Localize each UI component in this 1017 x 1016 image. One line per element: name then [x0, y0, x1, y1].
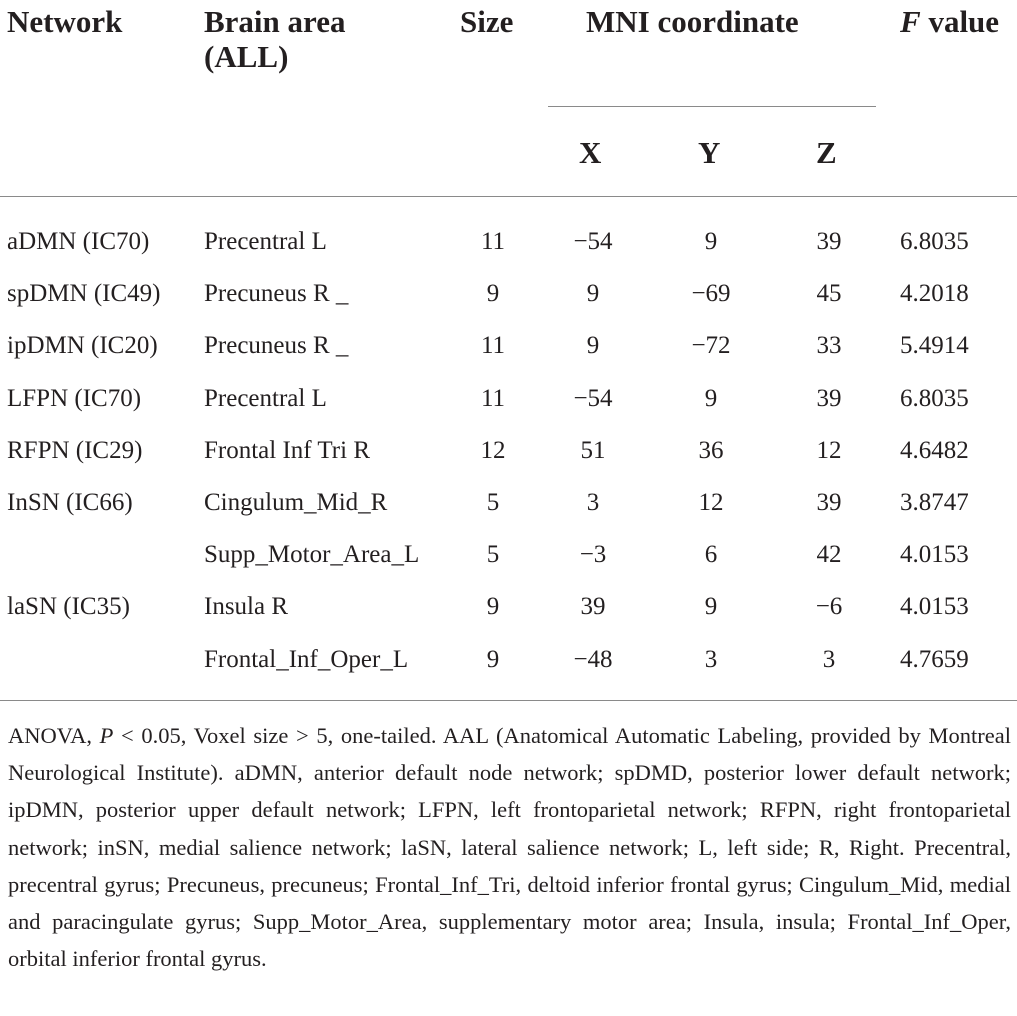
- header-z: Z: [816, 135, 837, 170]
- cell-size: 11: [480, 385, 506, 412]
- cell-f: 3.8747: [900, 489, 969, 516]
- cell-x: −48: [573, 646, 613, 673]
- cell-f: 4.2018: [900, 280, 969, 307]
- cell-z: 3: [822, 646, 836, 673]
- cell-y: 36: [698, 437, 724, 464]
- cell-x: 39: [580, 593, 606, 620]
- cell-x: −3: [579, 541, 607, 568]
- header-y: Y: [698, 135, 721, 170]
- cell-network: aDMN (IC70): [7, 228, 150, 255]
- cell-f: 4.6482: [900, 437, 969, 464]
- cell-z: 39: [816, 228, 842, 255]
- cell-size: 5: [486, 541, 500, 568]
- cell-f: 4.0153: [900, 593, 969, 620]
- cell-x: 3: [586, 489, 600, 516]
- footnote-part2: < 0.05, Voxel size > 5, one-tailed. AAL (Anatomical Automatic Labeling, provided by Montreal Neurological Institute). aDMN, anterior default node network; spDMD, posterior lower default network; ipDMN, posterior upper default network; LFPN, left frontoparietal network; RFPN, right frontoparietal network; inSN, medial salience network; laSN, lateral salience network; L, left side; R, Right. Precentral, precentral gyrus; Precuneus, precuneus; Frontal_Inf_Tri, deltoid inferior frontal gyrus; Cingulum_Mid, medial and paracingulate gyrus; Supp_Motor_Area, supplementary motor area; Insula, insula; Frontal_Inf_Oper, orbital inferior frontal gyrus.: [8, 723, 1012, 972]
- cell-y: 9: [704, 228, 718, 255]
- header-x: X: [579, 135, 602, 170]
- cell-z: 39: [816, 489, 842, 516]
- header-brain-area-line1: Brain area: [204, 4, 346, 39]
- cell-f: 6.8035: [900, 385, 969, 412]
- table-bottom-rule: [0, 700, 1017, 701]
- cell-size: 5: [486, 489, 500, 516]
- cell-f: 5.4914: [900, 332, 969, 359]
- header-size: Size: [460, 4, 514, 39]
- header-f-value: [900, 4, 999, 39]
- cell-y: 3: [704, 646, 718, 673]
- cell-x: −54: [573, 228, 613, 255]
- cell-f: 6.8035: [900, 228, 969, 255]
- cell-z: 33: [816, 332, 842, 359]
- cell-area: Precentral L: [204, 385, 327, 412]
- cell-network: laSN (IC35): [7, 593, 130, 620]
- cell-y: 6: [704, 541, 718, 568]
- header-f-rest: value: [920, 4, 1000, 39]
- cell-x: −54: [573, 385, 613, 412]
- cell-size: 11: [480, 228, 506, 255]
- cell-size: 9: [486, 593, 500, 620]
- cell-size: 12: [480, 437, 506, 464]
- cell-y: −72: [691, 332, 731, 359]
- cell-y: 9: [704, 385, 718, 412]
- cell-f: 4.0153: [900, 541, 969, 568]
- cell-area: Precuneus R _: [204, 280, 349, 307]
- cell-z: 42: [816, 541, 842, 568]
- cell-x: 51: [580, 437, 606, 464]
- cell-x: 9: [586, 280, 600, 307]
- cell-area: Precuneus R _: [204, 332, 349, 359]
- cell-area: Insula R: [204, 593, 289, 620]
- cell-x: 9: [586, 332, 600, 359]
- mni-underline-rule: [548, 106, 876, 107]
- table-footnote: [8, 717, 1011, 977]
- cell-area: Frontal Inf Tri R: [204, 437, 371, 464]
- header-network: Network: [7, 4, 123, 39]
- header-bottom-rule: [0, 196, 1017, 197]
- header-brain-area-line2: (ALL): [204, 39, 289, 74]
- cell-size: 9: [486, 646, 500, 673]
- cell-z: 45: [816, 280, 842, 307]
- cell-y: 9: [704, 593, 718, 620]
- cell-f: 4.7659: [900, 646, 969, 673]
- cell-z: −6: [815, 593, 843, 620]
- cell-size: 9: [486, 280, 500, 307]
- cell-y: 12: [698, 489, 724, 516]
- footnote-part1: ANOVA,: [8, 723, 100, 748]
- cell-network: RFPN (IC29): [7, 437, 143, 464]
- cell-network: LFPN (IC70): [7, 385, 142, 412]
- footnote-p-italic: P: [99, 723, 114, 748]
- header-mni-coordinate: MNI coordinate: [586, 4, 799, 39]
- cell-network: ipDMN (IC20): [7, 332, 158, 359]
- cell-area: Cingulum_Mid_R: [204, 489, 388, 516]
- header-f-italic: F: [900, 4, 921, 39]
- header-brain-area: [204, 4, 346, 74]
- cell-y: −69: [691, 280, 731, 307]
- cell-size: 11: [480, 332, 506, 359]
- cell-area: Supp_Motor_Area_L: [204, 541, 420, 568]
- cell-area: Precentral L: [204, 228, 327, 255]
- cell-network: spDMN (IC49): [7, 280, 161, 307]
- cell-z: 12: [816, 437, 842, 464]
- cell-z: 39: [816, 385, 842, 412]
- cell-network: InSN (IC66): [7, 489, 133, 516]
- cell-area: Frontal_Inf_Oper_L: [204, 646, 409, 673]
